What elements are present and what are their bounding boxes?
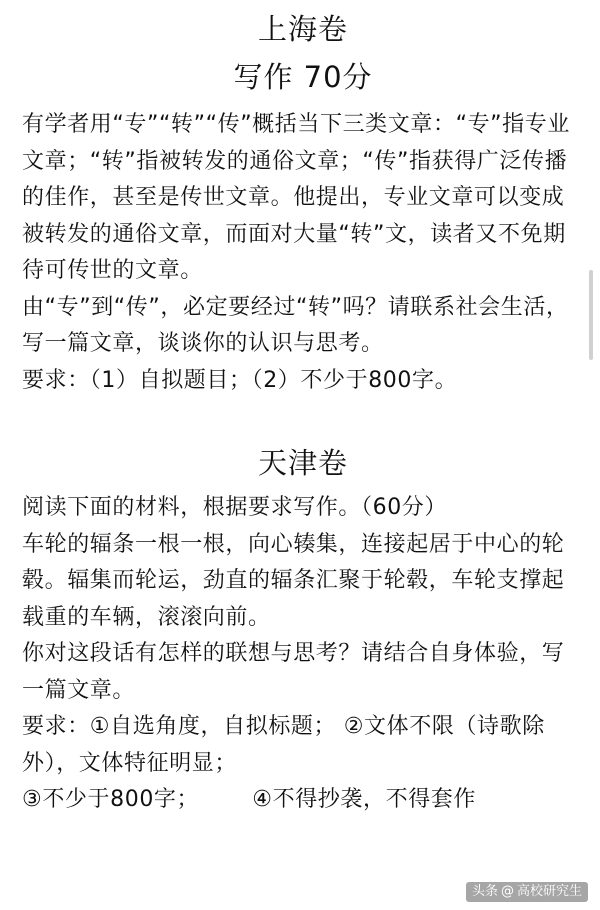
shanghai-subtitle: 写作 70分 — [233, 60, 373, 94]
shanghai-paragraph-prompt: 由“专”到“传”，必定要经过“转”吗？请联系社会生活，写一篇文章，谈谈你的认识与思考。 — [22, 294, 569, 356]
tianjin-paragraph-requirements-2: ③不少于800字； ④不得抄袭，不得套作 — [22, 787, 476, 812]
scrollbar[interactable] — [589, 270, 593, 360]
watermark-platform: 头条 — [471, 884, 498, 899]
watermark-account: 高校研究生 — [516, 884, 582, 899]
tianjin-section — [22, 446, 584, 819]
tianjin-paragraph-requirements-1: 要求：①自选角度，自拟标题； ②文体不限（诗歌除外），文体特征明显； — [22, 714, 545, 776]
watermark — [466, 882, 588, 902]
shanghai-paragraph-requirements: 要求：（1）自拟题目；（2）不少于800字。 — [22, 367, 458, 393]
tianjin-paragraph-instruction: 阅读下面的材料，根据要求写作。（60分） — [22, 495, 447, 520]
tianjin-paragraph-prompt: 你对这段话有怎样的联想与思考？请结合自身体验，写一篇文章。 — [22, 641, 565, 703]
shanghai-section — [22, 0, 584, 399]
at-icon: @ — [500, 884, 514, 899]
tianjin-title: 天津卷 — [257, 446, 348, 480]
shanghai-paragraph-material: 有学者用“专”“转”“传”概括当下三类文章：“专”指专业文章；“转”指被转发的通俗文章；“传”指获得广泛传播的佳作，甚至是传世文章。他提出，专业文章可以变成被转发的通俗文章，而面对大量“转”文，读者又不免期待可传世的文章。 — [22, 112, 570, 283]
tianjin-paragraph-material: 车轮的辐条一根一根，向心辏集，连接起居于中心的轮毂。辐集而轮运，劲直的辐条汇聚于轮毂，车轮支撑起载重的车辆，滚滚向前。 — [22, 531, 565, 630]
shanghai-title: 上海卷 — [257, 12, 348, 46]
